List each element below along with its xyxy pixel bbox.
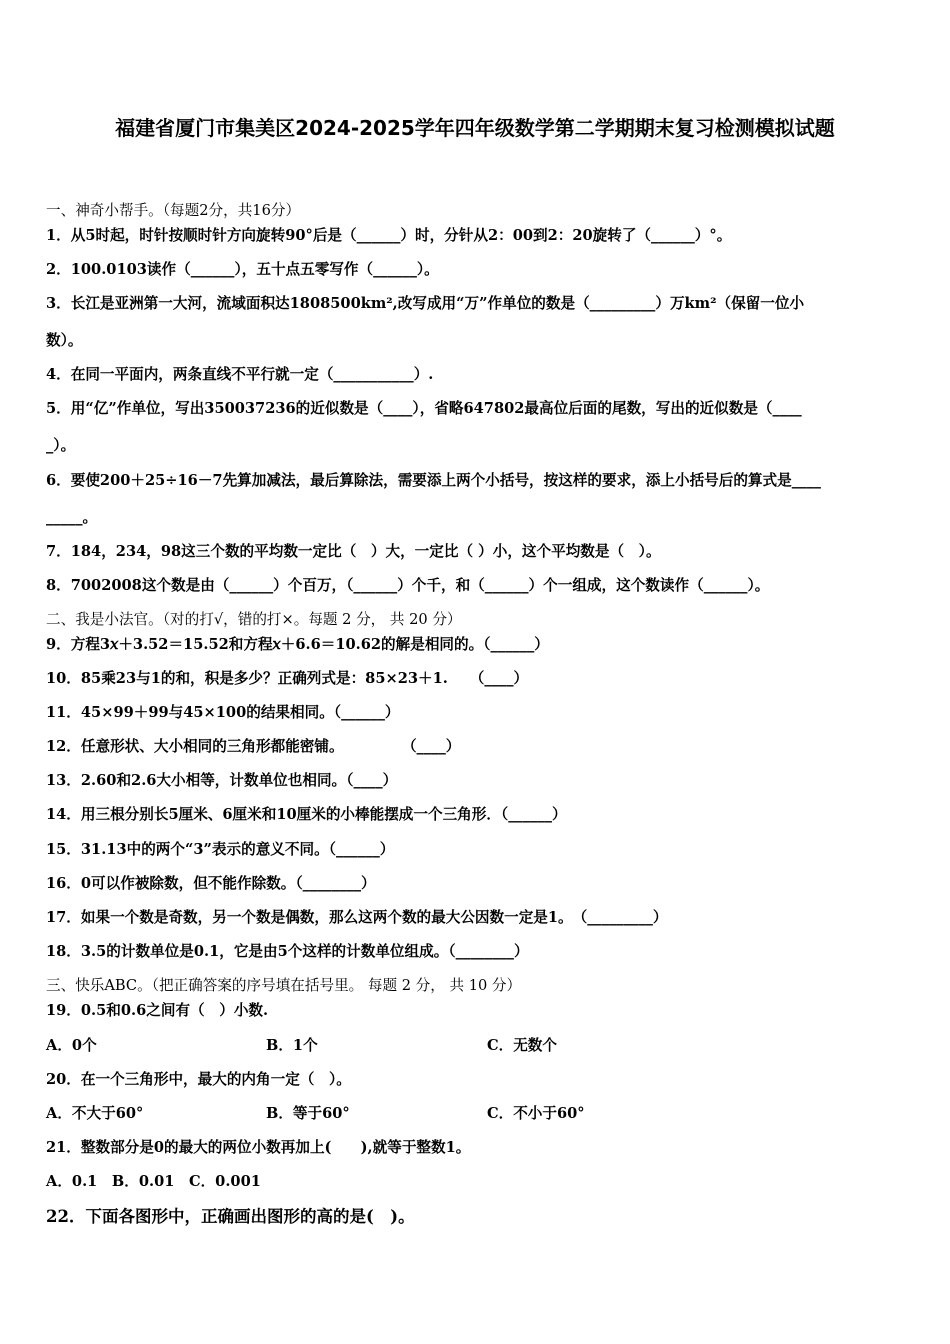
question-20: 20．在一个三角形中，最大的内角一定（ ）。 [46, 1071, 351, 1088]
section-2-heading: 二、我是小法官。（对的打√，错的打×。每题 2 分， 共 20 分） [46, 611, 462, 628]
question-14: 14．用三根分别长5厘米、6厘米和10厘米的小棒能摆成一个三角形．（______） [46, 806, 567, 823]
question-19: 19．0.5和0.6之间有（ ）小数. [46, 1002, 269, 1019]
question-18: 18．3.5的计数单位是0.1，它是由5个这样的计数单位组成。（________） [46, 943, 529, 960]
question-4: 4．在同一平面内，两条直线不平行就一定（___________）. [46, 366, 434, 383]
question-12: 12．任意形状、大小相同的三角形都能密铺。 （____） [46, 738, 461, 755]
section-1-heading: 一、神奇小帮手。（每题2分，共16分） [46, 202, 301, 219]
question-20-option-c: C．不小于60° [487, 1105, 585, 1122]
question-19-option-a: A．0个 [46, 1037, 97, 1054]
question-21-options: A．0.1 B．0.01 C．0.001 [46, 1173, 261, 1190]
page-title: 福建省厦门市集美区2024-2025学年四年级数学第二学期期末复习检测模拟试题 [115, 116, 835, 140]
question-13: 13．2.60和2.6大小相等，计数单位也相同。（____） [46, 772, 398, 789]
question-2: 2．100.0103读作（______），五十点五零写作（______）。 [46, 261, 439, 278]
question-8: 8．7002008这个数是由（______）个百万，（______）个千，和（______）个一组成，这个数读作（______）。 [46, 577, 770, 594]
question-16: 16．0可以作被除数，但不能作除数。（________） [46, 875, 376, 892]
question-5-line-2: _）。 [46, 437, 76, 454]
question-10: 10．85乘23与1的和，积是多少？正确列式是：85×23＋1. （____） [46, 670, 529, 687]
question-3-line-2: 数）。 [46, 332, 83, 349]
question-20-option-b: B．等于60° [266, 1105, 350, 1122]
question-22: 22．下面各图形中，正确画出图形的高的是( )。 [46, 1207, 415, 1226]
question-20-option-a: A．不大于60° [46, 1105, 144, 1122]
question-19-option-c: C．无数个 [487, 1037, 557, 1054]
question-7: 7．184，234，98这三个数的平均数一定比（ ）大，一定比（ ）小，这个平均数是（ ）。 [46, 543, 661, 560]
question-5-line-1: 5．用“亿”作单位，写出350037236的近似数是（____），省略647802最高位后面的尾数，写出的近似数是（____ [46, 400, 802, 417]
question-6-line-1: 6．要使200＋25÷16－7先算加减法，最后算除法，需要添上两个小括号，按这样的要求，添上小括号后的算式是____ [46, 472, 821, 489]
question-17: 17．如果一个数是奇数，另一个数是偶数，那么这两个数的最大公因数一定是1。 （_________） [46, 909, 668, 926]
question-6-line-2: _____。 [46, 509, 98, 526]
section-3-heading: 三、快乐ABC。（把正确答案的序号填在括号里。 每题 2 分， 共 10 分） [46, 977, 522, 994]
question-1: 1．从5时起，时针按顺时针方向旋转90°后是（______）时，分针从2：00到2：20旋转了（______）°。 [46, 227, 732, 244]
question-19-option-b: B．1个 [266, 1037, 318, 1054]
question-21: 21．整数部分是0的最大的两位小数再加上( ),就等于整数1。 [46, 1139, 471, 1156]
question-9: 9．方程3𝑥＋3.52＝15.52和方程𝑥＋6.6＝10.62的解是相同的。（______） [46, 636, 549, 653]
question-15: 15．31.13中的两个“3”表示的意义不同。（______） [46, 841, 395, 858]
question-11: 11．45×99＋99与45×100的结果相同。（______） [46, 704, 400, 721]
question-3-line-1: 3．长江是亚洲第一大河，流域面积达1808500km²,改写成用“万”作单位的数是（_________）万km²（保留一位小 [46, 295, 805, 312]
